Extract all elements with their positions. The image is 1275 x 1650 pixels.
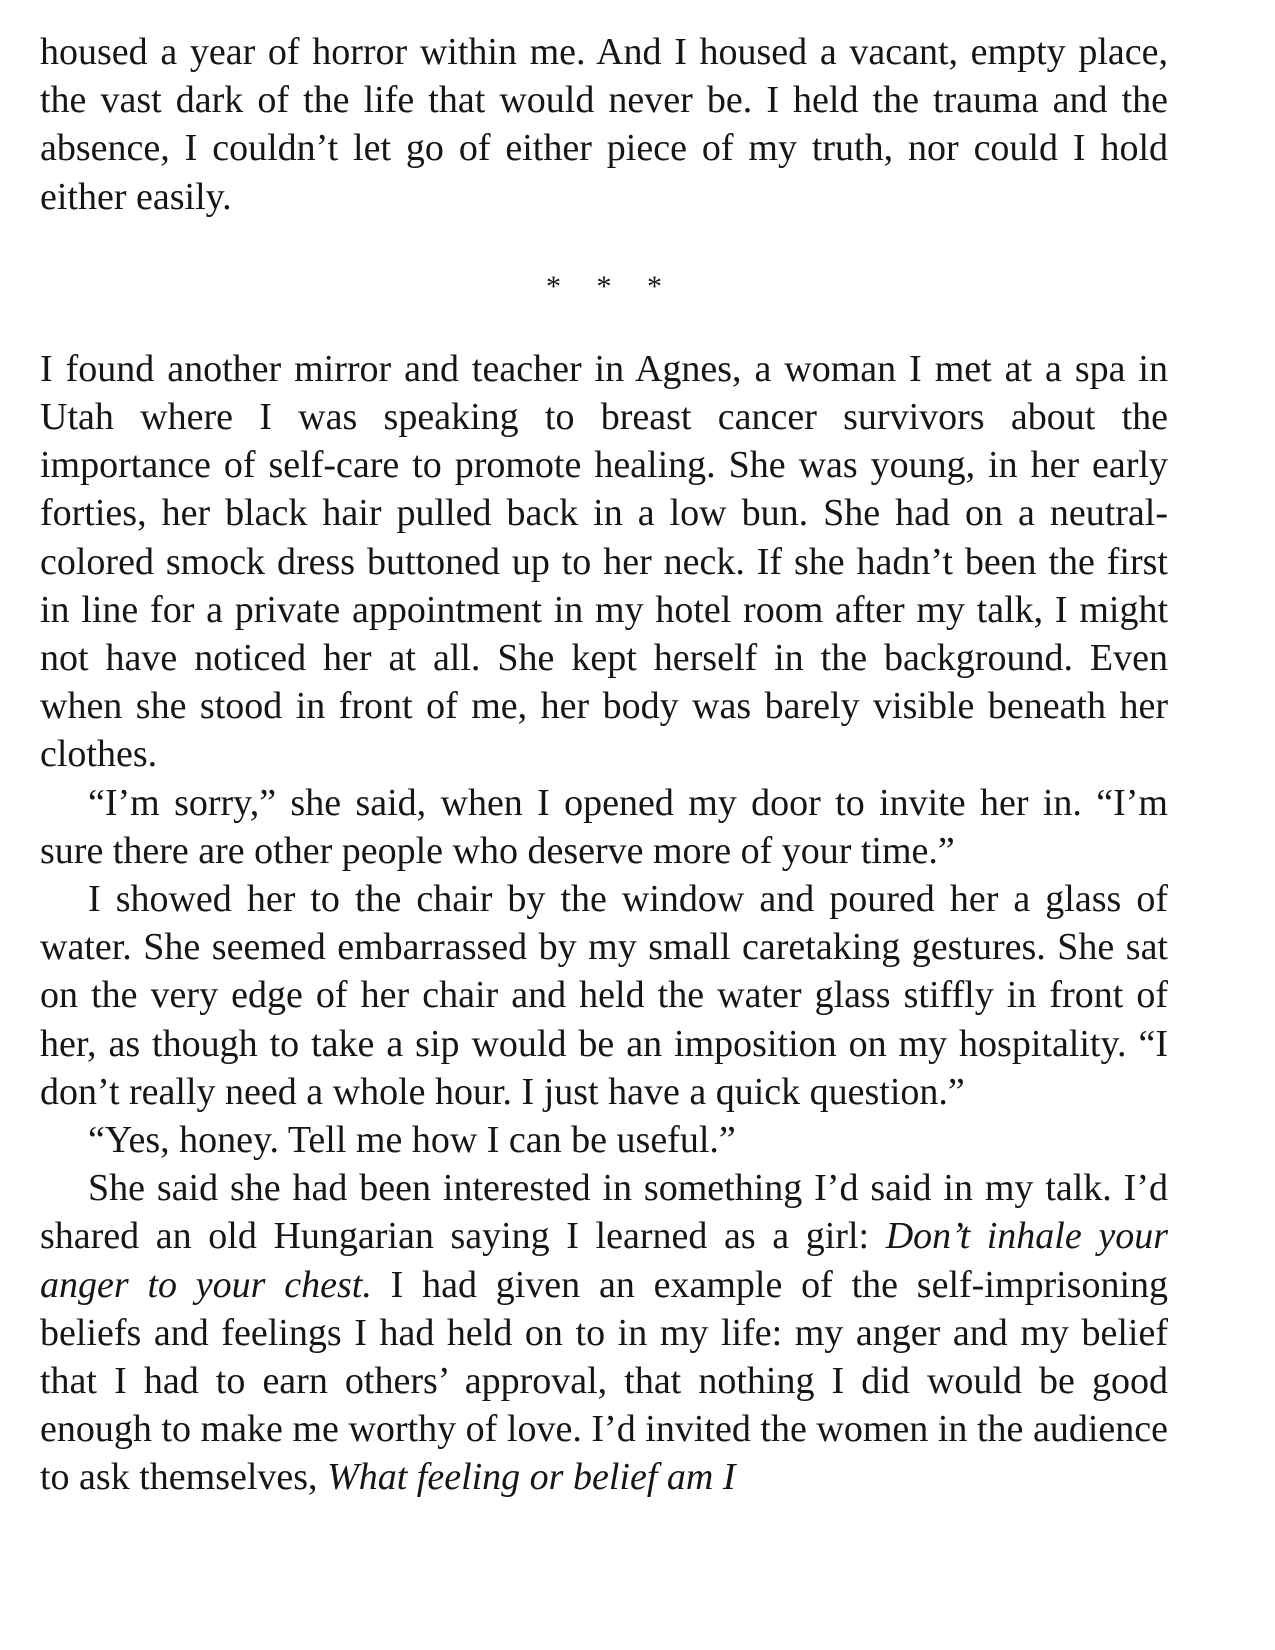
paragraph-sorry: “I’m sorry,” she said, when I opened my door to invite her in. “I’m sure there are other people who deserve more of your time.” [40, 781, 1168, 872]
paragraph-hungarian-saying [40, 1164, 1168, 1501]
paragraph-agnes-intro: I found another mirror and teacher in Agnes, a woman I met at a spa in Utah where I was speaking to breast cancer survivors about the importance of self-care to promote healing. She was young, in her early forties, her black hair pulled back in a low bun. She had on a neutral-colored smock dress buttoned up to her neck. If she hadn’t been the first in line for a private appointment in my hotel room after my talk, I might not have noticed her at all. She kept herself in the background. Even when she stood in front of me, her body was barely visible beneath her clothes. [40, 347, 1168, 776]
text-run: She said she had been interested in something I’d said in my talk. I’d shared an old Hungarian saying I learned as a girl: [40, 1167, 1168, 1258]
paragraph-opening: housed a year of horror within me. And I housed a vacant, empty place, the vast dark of the life that would never be. I held the trauma and the absence, I couldn’t let go of either piece of my truth, nor could I hold either easily. [40, 31, 1168, 218]
paragraph-honey: “Yes, honey. Tell me how I can be useful.” [88, 1119, 736, 1162]
section-break: * * * [546, 269, 676, 303]
italic-saying: Don’t inhale your anger to your chest. [40, 1215, 1168, 1306]
italic-question: What feeling or belief am I [327, 1456, 736, 1499]
book-page [40, 28, 1168, 1502]
paragraph-showed: I showed her to the chair by the window and poured her a glass of water. She seemed embarrassed by my small caretaking gestures. She sat on the very edge of her chair and held the water glass stiffly in front of her, as though to take a sip would be an imposition on my hospitality. “I don’t really need a whole hour. I just have a quick question.” [40, 878, 1168, 1113]
text-run: I had given an example of the self-imprisoning beliefs and feelings I had held on to in my life: my anger and my belief that I had to earn others’ approval, that nothing I did would be good enough to make me worthy of love. I’d invited the women in the audience to ask themselves, [40, 1263, 1168, 1499]
